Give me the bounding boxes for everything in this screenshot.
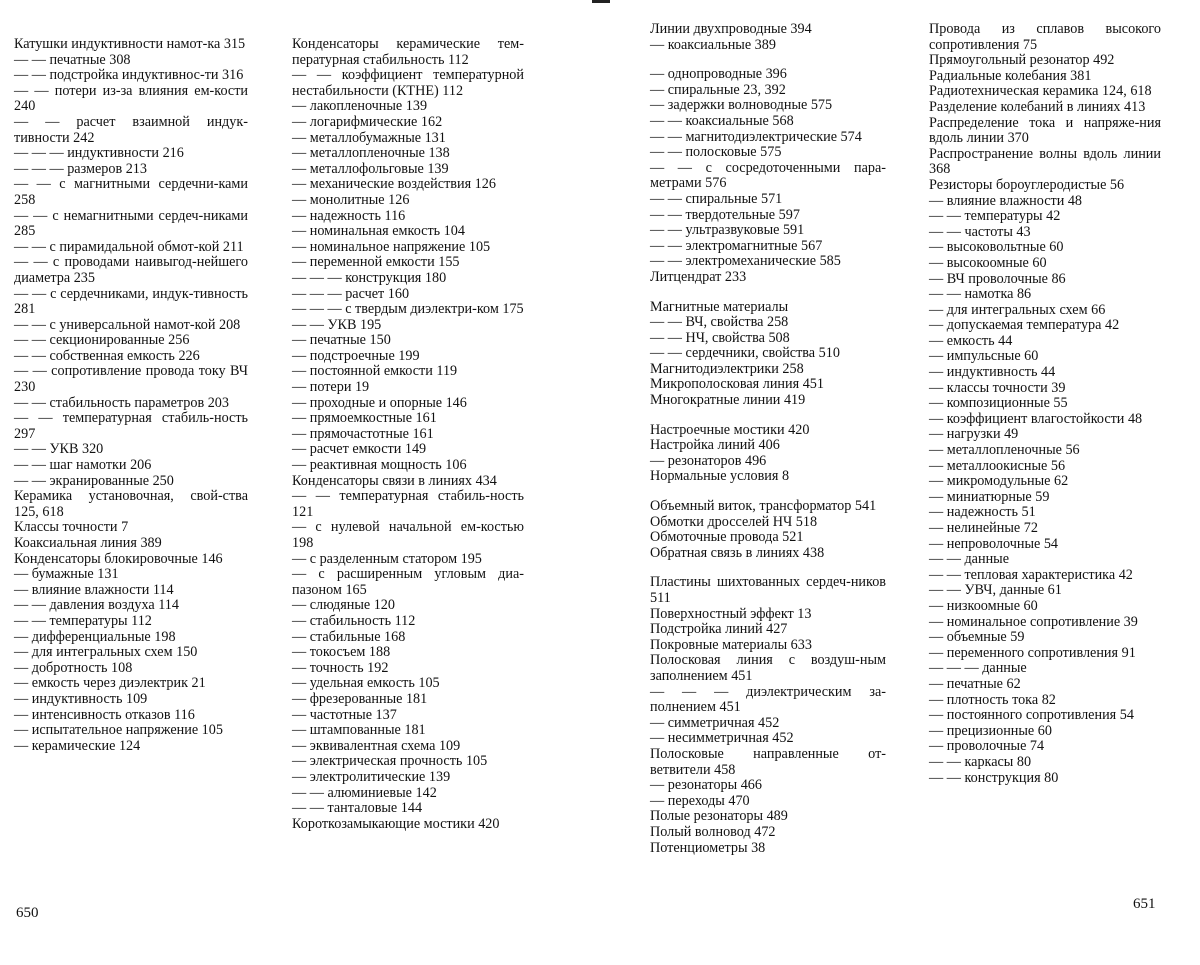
index-entry: Покровные материалы 633 [650,636,812,653]
index-entry: Полосковые направленные от-ветвители 458 [650,745,886,778]
index-entry: — проходные и опорные 146 [292,394,467,411]
index-entry: Коаксиальная линия 389 [14,535,162,551]
index-entry: Конденсаторы керамические тем-пературная стабильность 112 [292,36,524,68]
index-entry: — бумажные 131 [14,566,119,583]
index-entry: Настройка линий 406 [650,437,780,454]
index-entry: Настроечные мостики 420 [650,421,810,438]
index-entry: — стабильность 112 [292,612,416,629]
index-entry: — — танталовые 144 [292,800,423,817]
index-entry: Многократные линии 419 [650,392,806,409]
index-entry: — объемные 59 [929,629,1025,646]
index-entry: — печатные 62 [929,675,1021,692]
index-entry: — штампованные 181 [292,722,426,739]
index-entry: Полый волновод 472 [650,823,776,840]
index-entry: — — полосковые 575 [650,144,782,161]
index-entry: — — частоты 43 [929,223,1031,240]
index-entry: — стабильные 168 [292,628,406,645]
index-entry: — для интегральных схем 150 [14,644,198,661]
index-entry: — классы точности 39 [929,379,1066,396]
index-entry: — — коаксиальные 568 [650,112,794,129]
index-entry: — несимметричная 452 [650,730,794,747]
index-entry: — — УКВ 320 [14,441,104,458]
index-entry: — задержки волноводные 575 [650,97,833,114]
index-entry: — резонаторы 466 [650,777,762,794]
index-entry: Обмотки дросселей НЧ 518 [650,513,818,530]
index-entry: — дифференциальные 198 [14,628,176,645]
index-entry: — индуктивность 109 [14,690,148,707]
index-entry: — — ВЧ, свойства 258 [650,314,789,331]
index-entry: — — температурная стабиль-ность 121 [292,488,528,520]
index-entry: — — шаг намотки 206 [14,457,152,474]
index-entry: — частотные 137 [292,706,397,723]
index-entry: Полые резонаторы 489 [650,808,788,825]
index-entry: — фрезерованные 181 [292,690,428,707]
index-entry: — — — с твердым диэлектри-ком 175 [292,301,524,318]
index-entry: — — с сосредоточенными пара-метрами 576 [650,159,886,192]
index-entry: Резисторы бороуглеродистые 56 [929,176,1125,193]
index-entry: — постоянной емкости 119 [292,363,458,380]
index-entry: — допускаемая температура 42 [929,317,1120,334]
index-entry: — микромодульные 62 [929,473,1069,490]
index-entry: — — температуры 42 [929,208,1061,225]
index-entry: — электролитические 139 [292,768,451,785]
index-entry: — — УКВ 195 [292,316,382,333]
index-entry: — точность 192 [292,659,389,676]
index-entry: — расчет емкости 149 [292,441,427,458]
index-entry: — — сердечники, свойства 510 [650,345,840,362]
index-entry: Радиальные колебания 381 [929,67,1092,84]
index-entry: — — стабильность параметров 203 [14,394,229,411]
index-entry: — емкость через диэлектрик 21 [14,675,206,692]
index-entry: — — подстройка индуктивнос-ти 316 [14,67,244,84]
index-entry: — потери 19 [292,379,370,396]
index-entry: — миниатюрные 59 [929,488,1050,505]
index-entry: Потенциометры 38 [650,839,766,856]
index-entry: — — расчет взаимной индук-тивности 242 [14,113,248,146]
index-entry: — — с проводами наивыгод-нейшего диаметра 235 [14,254,252,286]
index-entry: — надежность 116 [292,207,406,224]
index-entry: — емкость 44 [929,332,1013,349]
index-entry: — влияние влажности 114 [14,581,174,598]
index-entry: — интенсивность отказов 116 [14,706,195,723]
index-entry: — прецизионные 60 [929,722,1052,739]
index-entry: — электрическая прочность 105 [292,753,488,770]
index-entry: — металлофольговые 139 [292,160,449,177]
index-entry: — нелинейные 72 [929,520,1038,536]
index-entry: Разделение колебаний в линиях 413 [929,98,1146,115]
index-entry: Короткозамыкающие мостики 420 [292,815,500,832]
index-entry: — — УВЧ, данные 61 [929,582,1062,599]
index-entry: Микрополосковая линия 451 [650,376,824,393]
page-number-left: 650 [16,905,39,921]
index-entry: — — электромагнитные 567 [650,237,823,254]
index-entry: — высокоомные 60 [929,254,1047,271]
index-entry: Литцендрат 233 [650,268,747,285]
index-entry: — с нулевой начальной ем-костью 198 [292,519,528,551]
index-entry: Керамика установочная, свой-ства 125, 618 [14,488,252,520]
index-entry: Поверхностный эффект 13 [650,605,812,622]
index-entry: — — конструкция 80 [929,769,1059,786]
index-entry: — — — конструкция 180 [292,269,447,286]
index-column-3 [650,21,890,856]
index-entry: — слюдяные 120 [292,597,395,614]
index-entry: — — давления воздуха 114 [14,597,179,614]
page-number-right: 651 [1133,896,1156,912]
index-entry: Объемный виток, трансформатор 541 [650,498,877,515]
index-entry: — низкоомные 60 [929,597,1038,614]
index-entry: — — НЧ, свойства 508 [650,329,790,346]
index-entry: — — магнитодиэлектрические 574 [650,128,862,145]
index-entry: — монолитные 126 [292,191,410,208]
index-entry: — постоянного сопротивления 54 [929,707,1134,724]
index-entry: — — — размеров 213 [14,160,147,177]
index-entry: — — секционированные 256 [14,332,190,349]
index-entry: — печатные 150 [292,332,391,349]
index-entry: — — тепловая характеристика 42 [929,566,1133,583]
index-column-2 [292,36,528,832]
index-entry: — добротность 108 [14,659,133,676]
index-entry: — ВЧ проволочные 86 [929,270,1066,287]
index-entry: — — температуры 112 [14,612,152,629]
right-page [600,0,1200,965]
index-entry: Подстройка линий 427 [650,621,788,638]
index-entry: — — — расчет 160 [292,285,410,302]
index-entry: Нормальные условия 8 [650,468,790,485]
index-entry: — — сопротивление провода току ВЧ 230 [14,363,252,396]
index-entry: — с разделенным статором 195 [292,550,482,567]
index-entry: — непроволочные 54 [929,535,1059,552]
index-entry: — спиральные 23, 392 [650,81,786,98]
index-entry: — — — индуктивности 216 [14,145,184,162]
index-entry: — высоковольтные 60 [929,239,1064,256]
index-entry: — — с магнитными сердечни-ками 258 [14,176,252,208]
index-entry: — резонаторов 496 [650,452,767,469]
index-entry: — коаксиальные 389 [650,36,776,53]
index-entry: — — алюминиевые 142 [292,784,437,801]
index-entry: — нагрузки 49 [929,426,1019,443]
index-entry: — металлопленочные 56 [929,442,1080,459]
index-entry: — — печатные 308 [14,51,131,68]
index-entry: — переменного сопротивления 91 [929,644,1136,661]
index-entry: — номинальная емкость 104 [292,223,465,240]
index-entry: — лакопленочные 139 [292,98,428,115]
index-entry: — — с универсальной намот-кой 208 [14,316,241,333]
index-entry: — — — данные [929,660,1027,677]
index-entry: Провода из сплавов высокого сопротивления 75 [929,21,1165,53]
index-entry: — подстроечные 199 [292,347,420,364]
index-entry: — проволочные 74 [929,738,1045,755]
index-entry: — — температурная стабиль-ность 297 [14,410,252,442]
index-entry: — плотность тока 82 [929,691,1056,708]
index-entry: — керамические 124 [14,737,141,754]
index-entry: Полосковая линия с воздуш-ным заполнением 451 [650,652,890,684]
index-entry: — металлобумажные 131 [292,129,446,146]
index-entry: — однопроводные 396 [650,66,787,83]
index-entry: — — ультразвуковые 591 [650,222,805,239]
index-entry: — — данные [929,551,1009,568]
index-entry: — импульсные 60 [929,348,1039,365]
index-entry: Магнитные материалы [650,298,789,315]
index-entry: — переменной емкости 155 [292,254,460,271]
index-entry: — — намотка 86 [929,286,1032,303]
index-entry: — надежность 51 [929,504,1036,521]
index-entry: — индуктивность 44 [929,364,1056,381]
index-entry: — металлоокисные 56 [929,457,1066,474]
index-entry: Радиотехническая керамика 124, 618 [929,83,1152,100]
index-entry: — влияние влажности 48 [929,192,1083,209]
index-entry: Катушки индуктивности намот-ка 315 [14,36,246,52]
index-entry: — симметричная 452 [650,714,780,731]
index-entry: — коэффициент влагостойкости 48 [929,410,1143,427]
index-entry: — для интегральных схем 66 [929,301,1106,318]
index-column-4 [929,21,1165,786]
index-entry: — — электромеханические 585 [650,253,841,270]
index-entry: — — собственная емкость 226 [14,347,200,364]
index-entry: — механические воздействия 126 [292,176,496,193]
index-entry: — — каркасы 80 [929,753,1032,770]
index-entry: — переходы 470 [650,792,750,809]
index-entry: — — спиральные 571 [650,190,783,207]
index-entry: — реактивная мощность 106 [292,457,467,474]
index-entry: — — с сердечниками, индук-тивность 281 [14,285,252,318]
index-entry: — прямочастотные 161 [292,425,434,442]
index-entry: — прямоемкостные 161 [292,410,437,427]
index-entry: — — потери из-за влияния ем-кости 240 [14,82,252,115]
index-entry: — — коэффициент температурной нестабильности (КТНЕ) 112 [292,67,528,99]
index-entry: Классы точности 7 [14,519,129,536]
index-entry: Распределение тока и напряже-ния вдоль линии 370 [929,114,1165,147]
index-entry: Обратная связь в линиях 438 [650,544,825,561]
index-entry: — испытательное напряжение 105 [14,722,223,739]
index-entry: Обмоточные провода 521 [650,529,804,546]
index-entry: — — с пирамидальной обмот-кой 211 [14,238,244,255]
index-entry: — — экранированные 250 [14,472,174,489]
index-entry: — логарифмические 162 [292,113,443,130]
index-entry: — композиционные 55 [929,395,1068,412]
index-entry: Конденсаторы блокировочные 146 [14,550,223,567]
index-entry: Пластины шихтованных сердеч-ников 511 [650,574,890,606]
index-entry: Магнитодиэлектрики 258 [650,360,804,377]
index-entry: — удельная емкость 105 [292,675,440,692]
index-entry: — — — диэлектрическим за-полнением 451 [650,683,886,716]
index-entry: — токосъем 188 [292,644,391,661]
index-entry: — — твердотельные 597 [650,206,800,223]
index-entry: — номинальное напряжение 105 [292,238,491,255]
index-entry: — металлопленочные 138 [292,145,450,162]
index-entry: — с расширенным угловым диа-пазоном 165 [292,566,524,598]
index-entry: Линии двухпроводные 394 [650,21,812,37]
index-entry: Конденсаторы связи в линиях 434 [292,472,497,489]
index-entry: — — с немагнитными сердеч-никами 285 [14,207,252,240]
index-entry: Распространение волны вдоль линии 368 [929,145,1165,178]
index-column-1 [14,36,252,754]
index-entry: — эквивалентная схема 109 [292,737,461,754]
index-entry: Прямоугольный резонатор 492 [929,52,1115,69]
index-entry: — номинальное сопротивление 39 [929,613,1138,630]
